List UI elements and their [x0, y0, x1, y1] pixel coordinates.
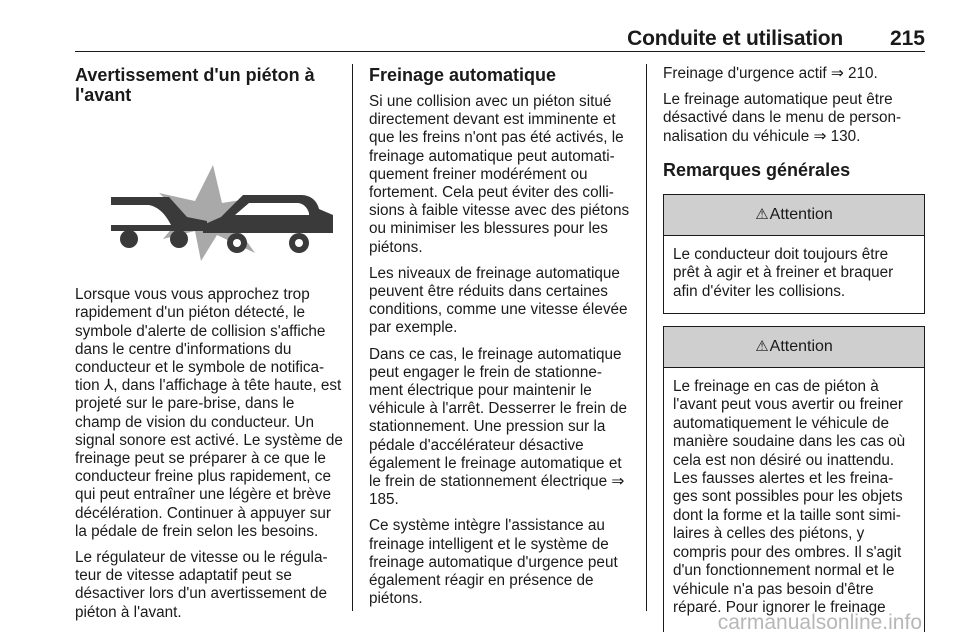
section-title: Conduite et utilisation [627, 27, 843, 50]
warning-box-label: Attention [769, 205, 833, 223]
warning-box-body [664, 368, 924, 629]
warning-box-label: Attention [769, 337, 833, 355]
paragraph: Le régulateur de vitesse ou le régula- teur de vitesse adaptatif peut se désactiver lors d'un avertissement de piéton à l'avant. [75, 549, 328, 621]
paragraph: Lorsque vous vous approchez trop rapidement d'un piéton détecté, le symbole d'alerte de collision s'affiche dans le centre d'informations du conducteur et le symbole de notifica- tion ⅄, dans l'affichage à tête haute, est projeté sur le pare-brise, dans le champ de vision du conducteur. Un signal sonore est activé. Le système de freinage peut se préparer à ce que le conducteur freine plus rapidement, ce qui peut entraîner une légère et brève décélération. Continuer à appuyer sur la pédale de frein selon les besoins. [75, 286, 343, 540]
section-heading: Avertissement d'un piéton à l'avant [75, 65, 315, 105]
warning-box [663, 326, 925, 632]
watermark: carmanualsonline.info [717, 611, 922, 634]
column-3 [663, 65, 925, 644]
collision-warning-icon [71, 157, 339, 265]
warning-box-header [664, 195, 924, 236]
column-divider [646, 64, 647, 611]
rear-car-wheel [170, 230, 188, 248]
section-heading: Freinage automatique [369, 65, 557, 85]
column-divider [352, 64, 353, 611]
column-1 [75, 65, 343, 630]
warning-box [663, 194, 925, 314]
warning-box-header [664, 327, 924, 368]
page-header [75, 27, 925, 51]
header-rule [75, 51, 925, 52]
warning-text: Le conducteur doit toujours être prêt à agir et à freiner et braquer afin d'éviter les collisions. [673, 245, 894, 300]
warning-triangle-icon: ⚠ [755, 205, 769, 223]
warning-box-body [664, 236, 924, 313]
paragraph: Si une collision avec un piéton situé directement devant est imminente et que les freins n'ont pas été activés, le freinage automatique peut automati- quement freiner modérément ou fortement. Cela peut éviter des colli- sions à faible vitesse avec des piétons ou minimiser les blessures pour les piétons. [369, 93, 630, 256]
warning-text: Le freinage en cas de piéton à l'avant peut vous avertir ou freiner automatiquement le véhicule de manière soudaine dans les cas où cela est non désiré ou inattendu. Les fausses alertes et les freina- ges sont possibles pour les objets dont la forme et la taille sont simi- laires à celles des piétons, y compris pour des ombres. Il s'agit d'un fonctionnement normal et le véhicule n'a pas besoin d'être réparé. Pour ignorer le freinage [673, 378, 906, 616]
warning-triangle-icon: ⚠ [755, 337, 769, 355]
paragraph: Dans ce cas, le freinage automatique peut engager le frein de stationne- ment électrique pour maintenir le véhicule à l'arrêt. Desserrer le frein de stationnement. Une pression sur la pédale d'accélérateur désactive également le freinage automatique et le frein de stationnement électrique ⇒ 185. [369, 345, 627, 509]
rear-car-wheel [120, 230, 138, 248]
page-number: 215 [889, 27, 925, 50]
paragraph: Ce système intègre l'assistance au freinage intelligent et le système de freinage automatique d'urgence peut également réagir en présence de piétons. [369, 517, 618, 608]
section-heading: Remarques générales [663, 159, 851, 180]
column-2 [369, 65, 634, 616]
paragraph: Les niveaux de freinage automatique peuvent être réduits dans certaines conditions, comme une vitesse élevée par exemple. [369, 264, 628, 337]
paragraph: Le freinage automatique peut être désactivé dans le menu de person- nalisation du véhicule ⇒ 130. [663, 91, 902, 145]
paragraph: Freinage d'urgence actif ⇒ 210. [663, 65, 878, 82]
